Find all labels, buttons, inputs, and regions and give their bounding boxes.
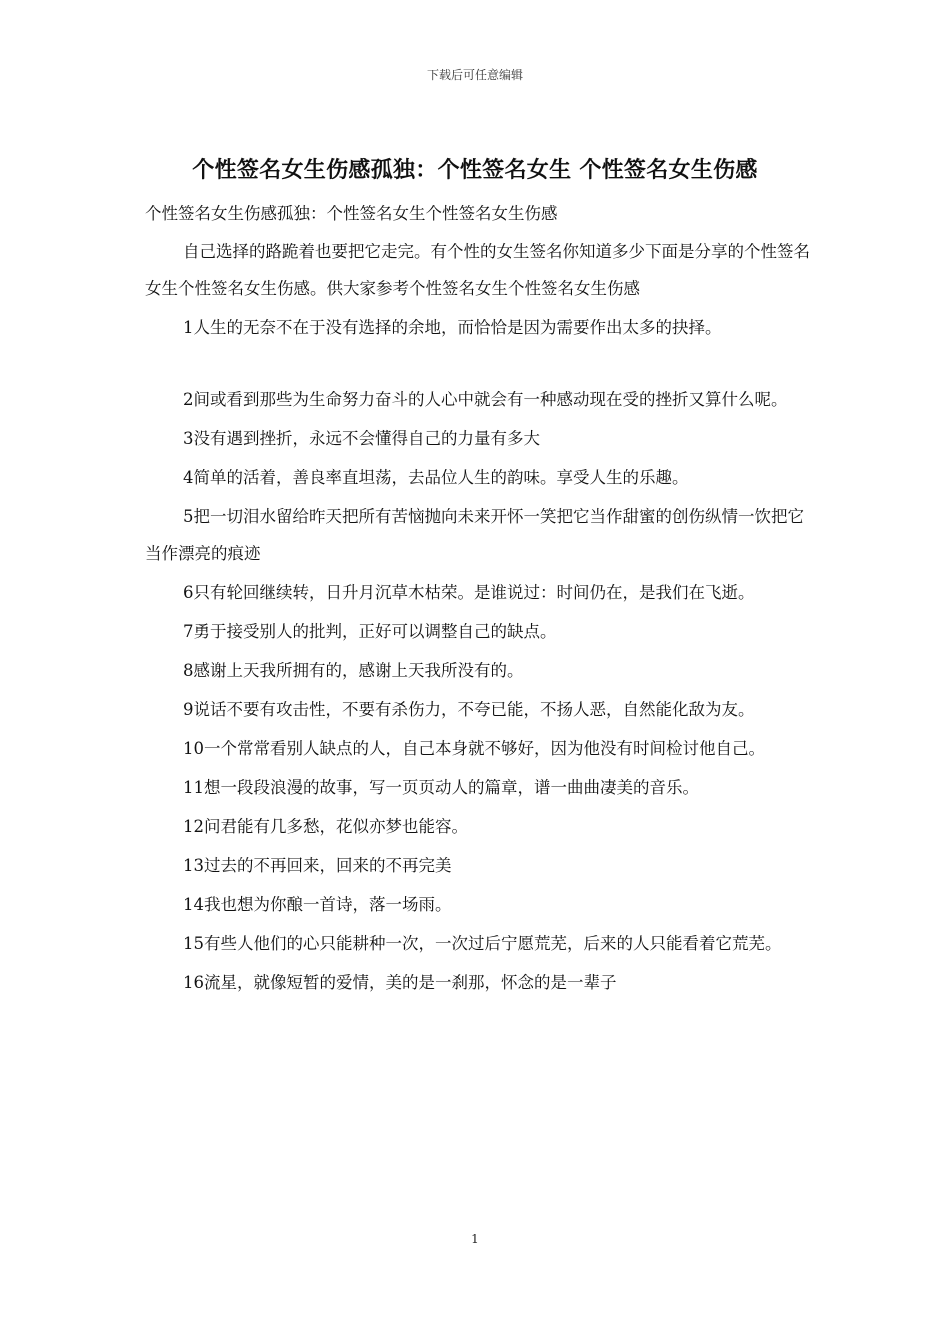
list-item-10: 10一个常常看别人缺点的人，自己本身就不够好，因为他没有时间检讨他自己。	[183, 739, 765, 758]
page-number: 1	[471, 1232, 479, 1246]
list-item-14: 14我也想为你酿一首诗，落一场雨。	[183, 895, 452, 914]
list-item-1: 1人生的无奈不在于没有选择的余地，而恰恰是因为需要作出太多的抉择。	[183, 318, 722, 337]
list-item-2: 2间或看到那些为生命努力奋斗的人心中就会有一种感动现在受的挫折又算什么呢。	[183, 390, 788, 409]
document-title: 个性签名女生伤感孤独：个性签名女生 个性签名女生伤感	[192, 157, 758, 183]
list-item-16: 16流星，就像短暂的爱情，美的是一刹那，怀念的是一辈子	[183, 973, 617, 992]
list-item-6: 6只有轮回继续转，日升月沉草木枯荣。是谁说过：时间仍在，是我们在飞逝。	[183, 583, 755, 602]
list-item-7: 7勇于接受别人的批判，正好可以调整自己的缺点。	[183, 622, 557, 641]
list-item-11: 11想一段段浪漫的故事，写一页页动人的篇章，谱一曲曲凄美的音乐。	[183, 778, 699, 797]
list-item-3: 3没有遇到挫折，永远不会懂得自己的力量有多大	[183, 429, 540, 448]
list-item-4: 4简单的活着，善良率直坦荡，去品位人生的韵味。享受人生的乐趣。	[183, 468, 689, 487]
page-header: 下载后可任意编辑	[426, 68, 523, 82]
list-item-12: 12问君能有几多愁，花似亦梦也能容。	[183, 817, 468, 836]
document-subtitle: 个性签名女生伤感孤独：个性签名女生个性签名女生伤感	[145, 204, 558, 223]
list-item-8: 8感谢上天我所拥有的，感谢上天我所没有的。	[183, 661, 524, 680]
list-item-13: 13过去的不再回来，回来的不再完美	[183, 856, 452, 875]
document-body	[145, 233, 815, 1003]
list-item-15: 15有些人他们的心只能耕种一次，一次过后宁愿荒芜，后来的人只能看着它荒芜。	[183, 934, 782, 953]
list-item-9: 9说话不要有攻击性，不要有杀伤力，不夸已能，不扬人恶，自然能化敌为友。	[183, 700, 755, 719]
intro-paragraph: 自己选择的路跪着也要把它走完。有个性的女生签名你知道多少下面是分享的个性签名女生个性签名女生伤感。供大家参考个性签名女生个性签名女生伤感	[145, 242, 810, 298]
list-item-5: 5把一切泪水留给昨天把所有苦恼抛向未来开怀一笑把它当作甜蜜的创伤纵情一饮把它当作漂亮的痕迹	[145, 507, 804, 563]
